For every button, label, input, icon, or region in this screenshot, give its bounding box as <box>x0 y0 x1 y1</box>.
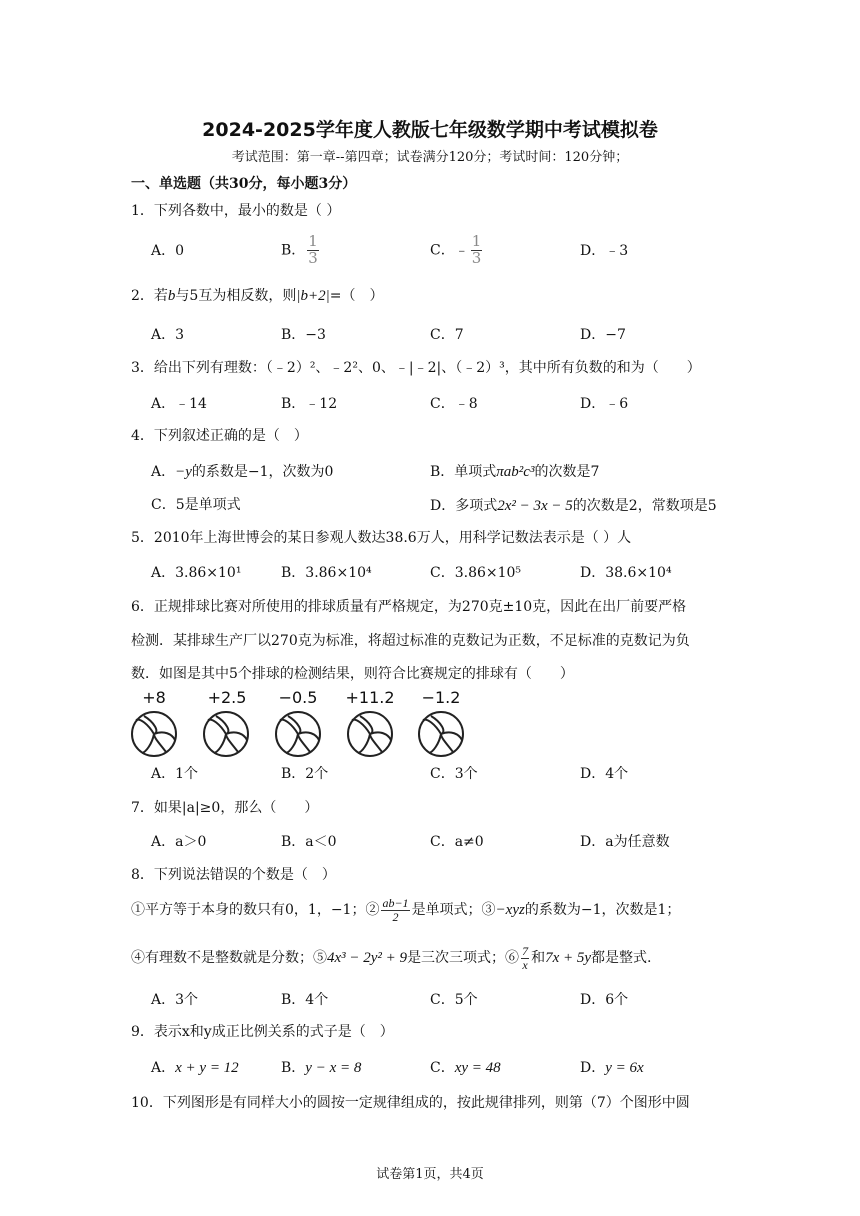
q5-option-c: C．3.86×10⁵ <box>430 565 522 581</box>
section-heading: 一、单选题（共30分，每小题3分） <box>131 176 357 192</box>
q1-option-a: A．0 <box>151 243 185 259</box>
q8-option-b: B．4个 <box>281 992 329 1008</box>
question-3-stem: 3．给出下列有理数：（﹣2）²、﹣2²、0、﹣|﹣2|、（﹣2）³，其中所有负数的和为（ ） <box>131 360 701 376</box>
q7-option-a: A．a＞0 <box>151 834 207 850</box>
question-7-stem: 7．如果|a|≥0，那么（ ） <box>131 800 319 816</box>
q4-option-a: A．−y的系数是−1，次数为0 <box>151 464 334 480</box>
q9-option-b: B．y − x = 8 <box>281 1060 362 1076</box>
question-1-stem: 1．下列各数中，最小的数是（ ） <box>131 203 341 219</box>
ball-label: +2.5 <box>207 688 247 707</box>
q5-option-d: D．38.6×10⁴ <box>580 565 672 581</box>
q3-option-a: A．﹣14 <box>151 396 207 412</box>
question-8-line-2: ④有理数不是整数就是分数；⑤4x³ − 2y² + 9是三次三项式；⑥ $\frac{7}{x}$ 和7x + 5y都是整式. <box>131 944 652 972</box>
q8-option-a: A．3个 <box>151 992 199 1008</box>
q4-option-b: B．单项式πab²c³的次数是7 <box>430 464 600 480</box>
question-8-line-1: ①平方等于本身的数只有0，1，−1；② $\frac{ab-1}{2}$ 是单项式；③−xyz的系数为−1，次数是1； <box>131 896 681 924</box>
volleyball-icon <box>346 710 394 758</box>
volleyball-icon <box>202 710 250 758</box>
q8-option-c: C．5个 <box>430 992 478 1008</box>
q9-option-c: C．xy = 48 <box>430 1060 501 1076</box>
q2-option-b: B．−3 <box>281 327 326 343</box>
volleyball-icon <box>417 710 465 758</box>
question-6-line-2: 检测．某排球生产厂以270克为标准，将超过标准的克数记为正数，不足标准的克数记为负 <box>131 633 690 649</box>
question-8-stem: 8．下列说法错误的个数是（ ） <box>131 867 336 883</box>
q1-option-c: C．﹣ $\frac{1}{3}$ <box>430 232 482 267</box>
q5-option-b: B．3.86×10⁴ <box>281 565 372 581</box>
q3-option-c: C．﹣8 <box>430 396 478 412</box>
page-title: 2024-2025学年度人教版七年级数学期中考试模拟卷 <box>202 119 658 141</box>
volleyball-icon <box>130 710 178 758</box>
q6-option-c: C．3个 <box>430 766 478 782</box>
ball-label: +8 <box>142 688 166 707</box>
q2-option-d: D．−7 <box>580 327 626 343</box>
q5-option-a: A．3.86×10¹ <box>151 565 242 581</box>
question-2-stem: 2．若b与5互为相反数，则|b+2|=（ ） <box>131 288 384 304</box>
q4-option-d: D．多项式2x² − 3x − 5的次数是2，常数项是5 <box>430 498 717 514</box>
q1-option-d: D．﹣3 <box>580 243 629 259</box>
ball-label: −0.5 <box>278 688 318 707</box>
question-6-line-3: 数．如图是其中5个排球的检测结果，则符合比赛规定的排球有（ ） <box>131 666 574 682</box>
page-footer: 试卷第1页，共4页 <box>376 1167 484 1182</box>
ball-label: +11.2 <box>345 688 395 707</box>
q7-option-d: D．a为任意数 <box>580 834 670 850</box>
question-5-stem: 5．2010年上海世博会的某日参观人数达38.6万人，用科学记数法表示是（ ）人 <box>131 530 632 546</box>
q8-option-d: D．6个 <box>580 992 629 1008</box>
q3-option-d: D．﹣6 <box>580 396 629 412</box>
q4-option-c: C．5是单项式 <box>151 497 241 513</box>
q9-option-d: D．y = 6x <box>580 1060 644 1076</box>
q2-option-a: A．3 <box>151 327 185 343</box>
q6-option-b: B．2个 <box>281 766 329 782</box>
question-9-stem: 9．表示x和y成正比例关系的式子是（ ） <box>131 1024 394 1040</box>
q1-option-b: B． $\frac{1}{3}$ <box>281 232 318 267</box>
q7-option-c: C．a≠0 <box>430 834 484 850</box>
exam-info: 考试范围：第一章--第四章；试卷满分120分；考试时间：120分钟； <box>231 150 629 165</box>
question-10-line-1: 10．下列图形是有同样大小的圆按一定规律组成的，按此规律排列，则第（7）个图形中圆 <box>131 1095 690 1111</box>
q9-option-a: A．x + y = 12 <box>151 1060 239 1076</box>
q3-option-b: B．﹣12 <box>281 396 338 412</box>
question-4-stem: 4．下列叙述正确的是（ ） <box>131 428 308 444</box>
q2-option-c: C．7 <box>430 327 464 343</box>
q6-option-d: D．4个 <box>580 766 629 782</box>
q6-option-a: A．1个 <box>151 766 199 782</box>
question-6-line-1: 6．正规排球比赛对所使用的排球质量有严格规定，为270克±10克，因此在出厂前要严格 <box>131 599 687 615</box>
q7-option-b: B．a＜0 <box>281 834 337 850</box>
volleyball-icon <box>274 710 322 758</box>
ball-label: −1.2 <box>421 688 461 707</box>
